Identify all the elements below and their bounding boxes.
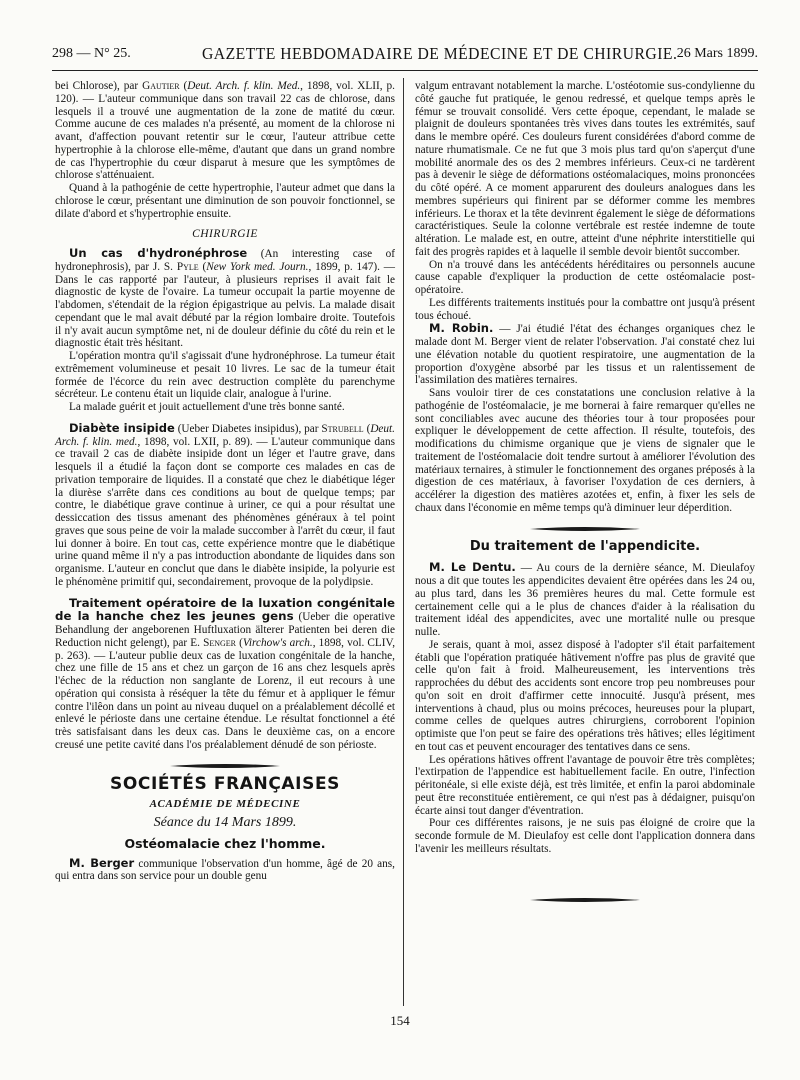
section-title-societes: SOCIÉTÉS FRANÇAISES bbox=[109, 773, 341, 794]
academie-heading: ACADÉMIE DE MÉDECINE bbox=[149, 798, 301, 811]
speaker-name: M. Berger bbox=[69, 855, 135, 870]
appendicite-title: Du traitement de l'appendicite. bbox=[469, 538, 701, 554]
diabete-insipide-article: Diabète insipide (Ueber Diabetes insipidus), par Strubell (Deut. Arch. f. klin. med., 1898, vol. LXII, p. 89). — L'auteur communique dans ce travail 2 cas de diabète insipide dont un léger et l'autre grave, dans lesquels il a étudié la façon dont se comporte ces malades en cas de privation temporaire de liquides. Il a constaté que chez le diabétique léger la diurèse s'arrête dans ces conditions au bout de quelque temps; par contre, le diabétique grave continue à uriner, ce qui a pour résultat une dessiccation des tissus amenant des phénomènes généraux à tel point graves que sous peine de voir la malade succomber à l'arrêt du cœur, il faut lui donner à boire. En tout cas, cette expérience montre que le diabétique urine quand même il n'y a pas introduction abondante de liquides dans son organisme. L'auteur en conclut que dans le diabète insipide, la polyurie est le phénomène primitif qui, secondairement, provoque de la polydipsie. bbox=[55, 420, 395, 588]
operations-hatives-paragraph: Les opérations hâtives offrent l'avantage de pouvoir être très complètes; l'extirpation de l'appendice est habituellement facile. En outre, l'infection péritonéale, si elle existe déjà, est très limitée, et enfin la paroi abdominale peut être reconstituée entièrement, ce qui n'est pas à dédaigner, puisqu'on écarte ainsi tout danger d'éventration. bbox=[415, 753, 755, 817]
conclusion-paragraph: Pour ces différentes raisons, je ne suis pas éloigné de croire que la seconde formule de M. Dieulafoy est celle dont l'application donnera dans l'avenir les meilleurs résultats. bbox=[415, 817, 755, 855]
osteomalacie-title: Ostéomalacie chez l'homme. bbox=[124, 835, 326, 851]
antecedents-paragraph: On n'a trouvé dans les antécédents héréditaires ou personnels aucune cause capable d'expliquer la production de cette ostéomalacie post-opératoire. bbox=[415, 258, 755, 296]
hydronephrose-operation-paragraph: L'opération montra qu'il s'agissait d'une hydronéphrose. La tumeur était extrêmement volumineuse et pesait 10 livres. Le sac de la tumeur était formée de l'écorce du rein avec destruction complète du parenchyme sécréteur. Le contenu était un liquide clair, analogue à l'urine. bbox=[55, 350, 395, 401]
hydronephrose-article: Un cas d'hydronéphrose (An interesting case of hydronephrosis), par J. S. Pyle (New York med. Journ., 1899, p. 147). — Dans le cas rapporté par l'auteur, à plusieurs reprises il avait fait le diagnostic de kyste de l'ovaire. La tumeur occupait la partie moyenne de l'abdomen, s'étendait de la région épigastrique au pelvis. La malade disait cependant que le mal avait débuté par la région lombaire droite. Toutefois il n'y avait aucun symptôme net, ni de douleur définie du côté du rein et le diagnostic était très hésitant. bbox=[55, 246, 395, 350]
ornamental-rule bbox=[170, 762, 280, 770]
article-title: Diabète insipide bbox=[69, 420, 175, 435]
berger-paragraph: M. Berger communique l'observation d'un homme, âgé de 20 ans, qui entra dans son service pour un double genu bbox=[55, 855, 395, 883]
page-number: 154 bbox=[390, 1013, 410, 1028]
chlorose-pathogenie-paragraph: Quand à la pathogénie de cette hypertrophie, l'auteur admet que dans la chlorose le cœur, présentant une diminution de son pouvoir fonctionnel, se dilate d'abord et s'hypertrophie ensuite. bbox=[55, 182, 395, 220]
header-rule bbox=[52, 70, 758, 71]
ornamental-rule bbox=[530, 896, 640, 904]
speaker-name: M. Le Dentu. bbox=[429, 560, 516, 575]
hydronephrose-outcome-paragraph: La malade guérit et jouit actuellement d'une très bonne santé. bbox=[69, 401, 345, 413]
page-header bbox=[52, 40, 758, 68]
page-issue-number: 298 — N° 25. bbox=[52, 46, 131, 61]
robin-paragraph: M. Robin. — J'ai étudié l'état des échanges organiques chez le malade dont M. Berger vient de relater l'observation. J'ai constaté chez lui une élévation notable du quotient respiratoire, une augmentation de la proportion d'oxygène absorbé par les tissus et un ralentissement de l'assimilation des matières ternaires. bbox=[415, 321, 755, 387]
chlorose-paragraph: bei Chlorose), par Gautier (Deut. Arch. f. klin. Med., 1898, vol. XLII, p. 120). — L'auteur communique dans son travail 22 cas de chlorose, dans lesquels il a trouvé une augmentation de la zone de matité du cœur. Comme aucune de ces malades n'a présenté, au moment de la chlorose ni avant, d'affection pouvant retentir sur le cœur, l'auteur attribue cette hypertrophie à la chlorose elle-même, d'autant que dans un grand nombre de cas l'hypertrophie du cœur disparut à mesure que les symptômes de chlorose s'atténuaient. bbox=[55, 80, 395, 182]
issue-date: 26 Mars 1899. bbox=[676, 46, 758, 61]
speaker-name: M. Robin. bbox=[429, 321, 494, 336]
ornamental-rule bbox=[530, 525, 640, 533]
right-column bbox=[415, 80, 755, 912]
le-dentu-paragraph: M. Le Dentu. — Au cours de la dernière séance, M. Dieulafoy nous a dit que toutes les appendicites devaient être opérées dans les 24 ou, au plus tard, dans les 36 premières heures du mal. Cette formule est certainement celle qui a le plus de chances d'aider à la réalisation du traitement idéal des appendicites, avec une mortalité nulle ou presque nulle. bbox=[415, 560, 755, 638]
article-title: Un cas d'hydronéphrose bbox=[69, 246, 248, 260]
article-title: Traitement opératoire de la luxation congénitale de la hanche chez les jeunes gens bbox=[55, 595, 395, 624]
column-divider bbox=[403, 78, 404, 1006]
left-column bbox=[55, 80, 395, 883]
pathogenie-paragraph: Sans vouloir tirer de ces constatations une conclusion relative à la pathogénie de l'ostéomalacie, je me bornerai à faire remarquer qu'elles ne sont conciliables avec aucune des théories tour à tour proposées pour expliquer le développement de cette affection. Il résulte, toutefois, des modifications du chimisme organique que je viens de signaler que le traitement de l'ostéomalacie doit tendre surtout à améliorer l'évolution des matériaux ternaires, à stimuler le fonctionnement des organes préposés à la digestion de ces matériaux, à favoriser l'oxydation de ces derniers, à accélérer la digestion des matières azotées et, enfin, à fixer les sels de chaux dans l'économie en même temps qu'à diminuer leur déperdition. bbox=[415, 387, 755, 514]
luxation-article: Traitement opératoire de la luxation congénitale de la hanche chez les jeunes gens (Ueber die operative Behandlung der angeborenen Huftluxation älterer Patienten bei deren die Reduction nicht gelengt), par E. Senger (Virchow's arch., 1898, vol. CLIV, p. 263). — L'auteur publie deux cas de luxation congénitale de la hanche, chez une fille de 15 ans et chez un garçon de 16 ans chez lesquels après l'échec de la réduction non sanglante de Lorenz, il eut recours à une opération qui consista à réséquer la tête du fémur et à appliquer le fémur contre l'ilêon dans un point au niveau duquel on a préalablement décollé et enlevé le périoste dans une certaine étendue. Le résultat fonctionnel a été très satisfaisant dans les deux cas. Dans le deuxième cas, on a encore creusé une petite cavité dans l'os préalablement dénudé de son périoste. bbox=[55, 595, 396, 751]
journal-title: GAZETTE HEBDOMADAIRE DE MÉDECINE ET DE CHIRURGIE. bbox=[202, 44, 678, 63]
section-heading-chirurgie: CHIRURGIE bbox=[192, 228, 258, 241]
traitements-paragraph: Les différents traitements institués pour la combattre ont jusqu'à présent tous échoué. bbox=[415, 296, 755, 322]
seance-date: Séance du 14 Mars 1899. bbox=[153, 815, 297, 830]
osteomalacie-case-paragraph: valgum entravant notablement la marche. L'ostéotomie sus-condylienne du côté gauche fut pratiquée, le genou redressé, et quelque temps après le fémur se trouvait consolidé. Vers cette époque, cependant, le malade se plaignit de douleurs spontanées très vives dans toutes les extrémités, sauf dans le membre opéré. Ces douleurs furent considérées d'abord comme de nature rhumatismale. Ce ne fut que 3 mois plus tard qu'on s'aperçut d'une mobilité anormale des os des 2 membres inférieurs. Ceux-ci ne tardèrent pas à devenir le siège de déformations ostéomalaciques, moins prononcées du côté opéré. A ce moment apparurent des douleurs analogues dans les membres supérieurs qui finirent par se déformer comme les membres inférieurs. Le thorax et la tête devinrent également le siège de déformations caractéristiques. Seule la colonne vertébrale est restée indemne de toute altération. Le malade est, en outre, atteint d'une néphrite interstitielle qui fait des progrès rapides et à laquelle il semble devoir bientôt succomber. bbox=[415, 80, 755, 258]
operation-gravite-paragraph: Je serais, quant à moi, assez disposé à l'adopter s'il était parfaitement établi que l'opération pratiquée hâtivement n'offre pas plus de gravité que celle qu'on fait à froid. Malheureusement, les interventions très rapprochées du début des accidents sont encore trop peu nombreuses pour qu'on soit en droit d'affirmer cette innocuité. Jusqu'à présent, mes interventions à chaud, plus ou moins précoces, heureuses pour la plupart, comme celles de quelques autres chirurgiens, corroborent l'opinion optimiste que l'on peut se faire des opérations très hâtives; elles légitiment en tout cas et peuvent encourager des tentatives dans ce sens. bbox=[415, 638, 755, 753]
